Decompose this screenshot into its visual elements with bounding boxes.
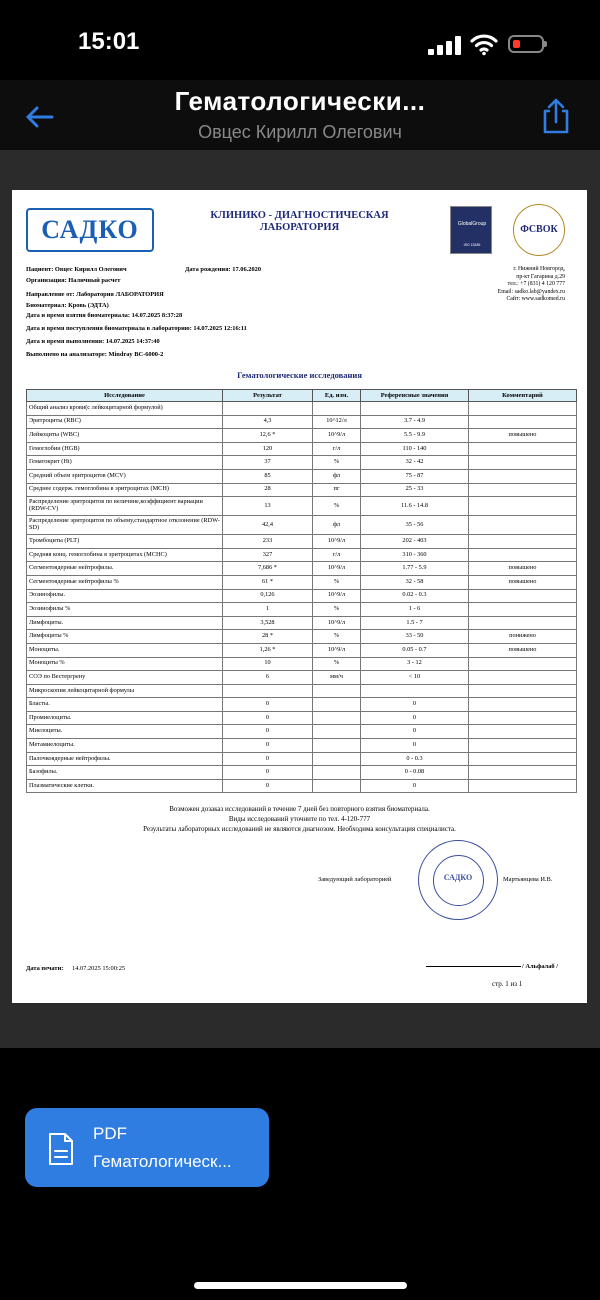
cell-unit: [313, 779, 361, 793]
cell-reference: 0 - 0.3: [361, 752, 469, 766]
cell-comment: [469, 415, 577, 429]
cell-test: Эозинофилы.: [27, 589, 223, 603]
cell-comment: [469, 766, 577, 780]
stamp-text: САДКО: [443, 873, 473, 882]
cell-comment: повышено: [469, 643, 577, 657]
cell-unit: [313, 766, 361, 780]
attachment-type: PDF: [93, 1124, 127, 1143]
cell-comment: [469, 739, 577, 753]
cell-comment: [469, 516, 577, 535]
cell-unit: [313, 698, 361, 712]
cell-test: Сегментоядерные нейтрофилы %: [27, 575, 223, 589]
cell-unit: 10^9/л: [313, 562, 361, 576]
table-row: [27, 415, 577, 429]
cell-comment: [469, 671, 577, 685]
cell-unit: г/л: [313, 548, 361, 562]
cell-unit: 10^9/л: [313, 589, 361, 603]
table-row: [27, 469, 577, 483]
cell-unit: 10^12/л: [313, 415, 361, 429]
cell-test: Лимфоциты.: [27, 616, 223, 630]
cell-result: 1,26 *: [223, 643, 313, 657]
cell-comment: повышено: [469, 429, 577, 443]
cell-unit: фл: [313, 469, 361, 483]
cell-unit: %: [313, 657, 361, 671]
cell-comment: [469, 779, 577, 793]
cell-comment: [469, 497, 577, 516]
cell-reference: 32 - 42: [361, 456, 469, 470]
cell-result: 0: [223, 725, 313, 739]
cell-result: 6: [223, 671, 313, 685]
page-title: Гематологически...: [174, 86, 426, 116]
cell-unit: [313, 739, 361, 753]
cell-comment: [469, 483, 577, 497]
header-unit: Ед. изм.: [313, 390, 361, 402]
cell-test: Лейкоциты (WBC): [27, 429, 223, 443]
cell-comment: [469, 456, 577, 470]
analyzer: Выполнено на анализаторе: Mindray BC-6000-2: [26, 351, 164, 358]
cell-test: Гемоглобин (HGB): [27, 442, 223, 456]
table-row: [27, 630, 577, 644]
table-row: [27, 575, 577, 589]
cell-test: Лимфоциты %: [27, 630, 223, 644]
cell-unit: мм/ч: [313, 671, 361, 685]
table-row: [27, 562, 577, 576]
table-row: [27, 456, 577, 470]
address-phone: тел.: +7 (831) 4 120 777: [507, 281, 565, 287]
cell-comment: [469, 725, 577, 739]
table-row: [27, 684, 577, 698]
direction: Направление от: Лаборатория ЛАБОРАТОРИЯ: [26, 291, 164, 298]
cell-test: Эозинофилы %: [27, 603, 223, 617]
header-reference: Референсные значения: [361, 390, 469, 402]
status-bar: [0, 0, 600, 80]
table-row: [27, 616, 577, 630]
patient-dob: Дата рождения: 17.06.2020: [185, 266, 262, 273]
cell-result: 0: [223, 766, 313, 780]
results-table: [26, 389, 577, 793]
cell-reference: 32 - 58: [361, 575, 469, 589]
cell-test: Миелоциты.: [27, 725, 223, 739]
attachment-name: Гематологическ...: [93, 1152, 232, 1171]
cell-test: Средний объем эритроцитов (MCV): [27, 469, 223, 483]
cell-result: 13: [223, 497, 313, 516]
fsvok-label: ФСВОК: [520, 224, 558, 235]
cell-unit: пг: [313, 483, 361, 497]
header-comment: Комментарий: [469, 390, 577, 402]
table-row: [27, 643, 577, 657]
cell-test: Моноциты %: [27, 657, 223, 671]
section-title: Гематологические исследования: [237, 370, 362, 380]
cell-test: Моноциты.: [27, 643, 223, 657]
cell-test: Бласты.: [27, 698, 223, 712]
print-date-label: Дата печати:: [26, 965, 64, 972]
cell-result: 42,4: [223, 516, 313, 535]
table-row: [27, 766, 577, 780]
cell-result: 37: [223, 456, 313, 470]
table-row: [27, 725, 577, 739]
cell-test: Средняя конц. гемоглобина в эритроцитах (MCHC): [27, 548, 223, 562]
cell-comment: [469, 535, 577, 549]
lab-address: [498, 266, 565, 304]
attachment-area: [0, 1048, 600, 1300]
cell-comment: [469, 698, 577, 712]
address-email: Email: sadko.lab@yandex.ru: [497, 288, 565, 295]
table-row: [27, 711, 577, 725]
cell-reference: 1.5 - 7: [361, 616, 469, 630]
cell-comment: [469, 711, 577, 725]
head-name: Мартьянцева И.В.: [503, 876, 553, 883]
cell-result: 0: [223, 711, 313, 725]
cell-result: 327: [223, 548, 313, 562]
table-row: [27, 739, 577, 753]
status-time: 15:01: [78, 28, 140, 55]
cell-test: Тромбоциты (PLT): [27, 535, 223, 549]
cell-reference: 0: [361, 739, 469, 753]
cell-unit: [313, 684, 361, 698]
page-number: стр. 1 из 1: [492, 980, 523, 988]
table-row: [27, 752, 577, 766]
cell-test: Палочкоядерные нейтрофилы.: [27, 752, 223, 766]
cell-unit: %: [313, 603, 361, 617]
lab-title-line-1: КЛИНИКО - ДИАГНОСТИЧЕСКАЯ: [210, 210, 389, 221]
table-row: [27, 516, 577, 535]
cell-reference: 310 - 360: [361, 548, 469, 562]
cell-test: Микроскопия лейкоцитарной формулы: [27, 684, 223, 698]
biomaterial: Биоматериал: Кровь (ЭДТА): [26, 302, 109, 309]
analysis-done-date: Дата и время выполнения: 14.07.2025 14:37:40: [26, 338, 160, 345]
cell-result: 0: [223, 779, 313, 793]
cell-reference: 1.77 - 5.9: [361, 562, 469, 576]
iso-label: ISO 15189: [463, 243, 481, 247]
cell-unit: %: [313, 575, 361, 589]
cell-comment: [469, 616, 577, 630]
cell-test: Гематокрит (Ht): [27, 456, 223, 470]
table-row: [27, 698, 577, 712]
cell-result: [223, 684, 313, 698]
alfalab-label: / Альфалаб /: [522, 963, 558, 970]
organization: Организация: Наличный расчет: [26, 277, 121, 284]
cell-comment: [469, 469, 577, 483]
cell-reference: 0.02 - 0.3: [361, 589, 469, 603]
page-subtitle: Овцес Кирилл Олегович: [198, 122, 402, 142]
cell-reference: 0: [361, 725, 469, 739]
cellular-signal-icon: [428, 35, 464, 55]
cell-reference: 3 - 12: [361, 657, 469, 671]
cell-reference: 33 - 50: [361, 630, 469, 644]
note-phone: Виды исследований уточните по тел. 4-120-777: [228, 815, 371, 823]
cell-test: Сегментоядерные нейтрофилы.: [27, 562, 223, 576]
cell-result: 12,6 *: [223, 429, 313, 443]
cell-comment: [469, 442, 577, 456]
signature-line: [426, 966, 521, 967]
cell-comment: [469, 752, 577, 766]
header-test: Исследование: [27, 390, 223, 402]
table-row: [27, 497, 577, 516]
cell-reference: 0 - 0.08: [361, 766, 469, 780]
cell-test: Распределение эритроцитов по величине,коэффициент вариации (RDW-CV): [27, 497, 223, 516]
cell-comment: [469, 657, 577, 671]
cell-unit: 10^9/л: [313, 429, 361, 443]
cell-reference: 0: [361, 711, 469, 725]
cell-unit: %: [313, 456, 361, 470]
pdf-attachment-card[interactable]: [25, 1108, 269, 1187]
cell-comment: понижено: [469, 630, 577, 644]
patient-name: Пациент: Овцес Кирилл Олегович: [26, 266, 127, 273]
cell-test: Среднее содерж. гемоглобина в эритроцитах (MCH): [27, 483, 223, 497]
wifi-icon: [470, 32, 498, 56]
cell-reference: 35 - 56: [361, 516, 469, 535]
cell-result: 1: [223, 603, 313, 617]
document-icon: [47, 1132, 75, 1166]
cell-reference: 25 - 33: [361, 483, 469, 497]
table-header-row: [27, 390, 577, 402]
cell-test: Общий анализ крови(с лейкоцитарной формулой): [27, 402, 223, 416]
battery-icon: [508, 35, 544, 53]
cell-reference: [361, 684, 469, 698]
home-indicator[interactable]: [194, 1282, 407, 1289]
cell-unit: [313, 711, 361, 725]
cell-result: 120: [223, 442, 313, 456]
lab-report-page: [12, 190, 587, 1003]
cell-unit: 10^9/л: [313, 616, 361, 630]
cell-test: Распределение эритроцитов по объему,стандартное отклонение (RDW-SD): [27, 516, 223, 535]
cell-reference: 110 - 140: [361, 442, 469, 456]
sample-taken-date: Дата и время взятия биоматериала: 14.07.2025 8:37:28: [26, 312, 183, 319]
cell-test: СОЭ по Вестергрену: [27, 671, 223, 685]
cell-test: Эритроциты (RBC): [27, 415, 223, 429]
cell-unit: %: [313, 630, 361, 644]
cell-result: 85: [223, 469, 313, 483]
table-row: [27, 402, 577, 416]
cell-test: Промиелоциты.: [27, 711, 223, 725]
lab-stamp: [418, 840, 498, 920]
lab-title-line-2: ЛАБОРАТОРИЯ: [259, 222, 340, 233]
note-disclaimer: Результаты лабораторных исследований не являются диагнозом. Необходима консультация специалиста.: [143, 825, 456, 833]
sample-received-date: Дата и время поступления биоматериала в лабораторию: 14.07.2025 12:16:11: [26, 325, 247, 332]
cell-comment: [469, 402, 577, 416]
cell-test: Плазматические клетки.: [27, 779, 223, 793]
table-row: [27, 535, 577, 549]
cell-result: 28: [223, 483, 313, 497]
address-city: г. Нижний Новгород,: [513, 266, 565, 272]
cell-comment: повышено: [469, 562, 577, 576]
table-row: [27, 657, 577, 671]
cell-reference: 11.6 - 14.8: [361, 497, 469, 516]
lab-title: [182, 210, 417, 234]
cell-reference: 202 - 403: [361, 535, 469, 549]
sadko-logo: САДКО: [26, 208, 154, 252]
pdf-viewer[interactable]: [0, 150, 600, 1048]
table-row: [27, 671, 577, 685]
back-arrow-icon[interactable]: [22, 100, 56, 134]
table-row: [27, 442, 577, 456]
navigation-bar: [0, 80, 600, 150]
cell-result: 3,528: [223, 616, 313, 630]
cell-unit: 10^9/л: [313, 643, 361, 657]
cell-test: Метамиелоциты.: [27, 739, 223, 753]
cell-unit: [313, 752, 361, 766]
cell-reference: 5.5 - 9.9: [361, 429, 469, 443]
header-result: Результат: [223, 390, 313, 402]
cell-reference: 0: [361, 698, 469, 712]
cell-unit: [313, 725, 361, 739]
cell-reference: [361, 402, 469, 416]
cell-result: 61 *: [223, 575, 313, 589]
cell-result: 7,686 *: [223, 562, 313, 576]
share-icon[interactable]: [536, 96, 576, 136]
cell-reference: 1 - 6: [361, 603, 469, 617]
table-row: [27, 603, 577, 617]
address-street: пр-кт Гагарина д.29: [516, 273, 565, 280]
cell-result: 0: [223, 739, 313, 753]
cell-reference: 75 - 87: [361, 469, 469, 483]
cell-reference: 0: [361, 779, 469, 793]
cell-result: 28 *: [223, 630, 313, 644]
cell-comment: [469, 589, 577, 603]
address-site: Сайт: www.sadkomed.ru: [506, 296, 565, 302]
globalgroup-label: GlobalGroup: [457, 221, 487, 227]
cell-comment: [469, 684, 577, 698]
table-row: [27, 429, 577, 443]
globalgroup-badge: [450, 206, 492, 254]
cell-comment: [469, 548, 577, 562]
cell-result: 0: [223, 752, 313, 766]
cell-result: 233: [223, 535, 313, 549]
fsvok-badge: [513, 204, 565, 256]
cell-unit: фл: [313, 516, 361, 535]
cell-result: 0,126: [223, 589, 313, 603]
cell-reference: < 10: [361, 671, 469, 685]
cell-result: [223, 402, 313, 416]
note-reorder: Возможен дозаказ исследований в течение 7 дней без повторного взятия биоматериала.: [169, 805, 430, 813]
cell-reference: 0.05 - 0.7: [361, 643, 469, 657]
cell-unit: [313, 402, 361, 416]
table-row: [27, 548, 577, 562]
cell-test: Базофилы.: [27, 766, 223, 780]
cell-result: 10: [223, 657, 313, 671]
table-row: [27, 483, 577, 497]
cell-unit: 10^9/л: [313, 535, 361, 549]
cell-result: 4,3: [223, 415, 313, 429]
table-row: [27, 779, 577, 793]
cell-unit: г/л: [313, 442, 361, 456]
head-label: Заведующий лабораторией: [318, 876, 392, 883]
table-row: [27, 589, 577, 603]
print-date: 14.07.2025 15:00:25: [72, 965, 126, 972]
cell-unit: %: [313, 497, 361, 516]
cell-result: 0: [223, 698, 313, 712]
cell-comment: [469, 603, 577, 617]
cell-reference: 3.7 - 4.9: [361, 415, 469, 429]
cell-comment: повышено: [469, 575, 577, 589]
